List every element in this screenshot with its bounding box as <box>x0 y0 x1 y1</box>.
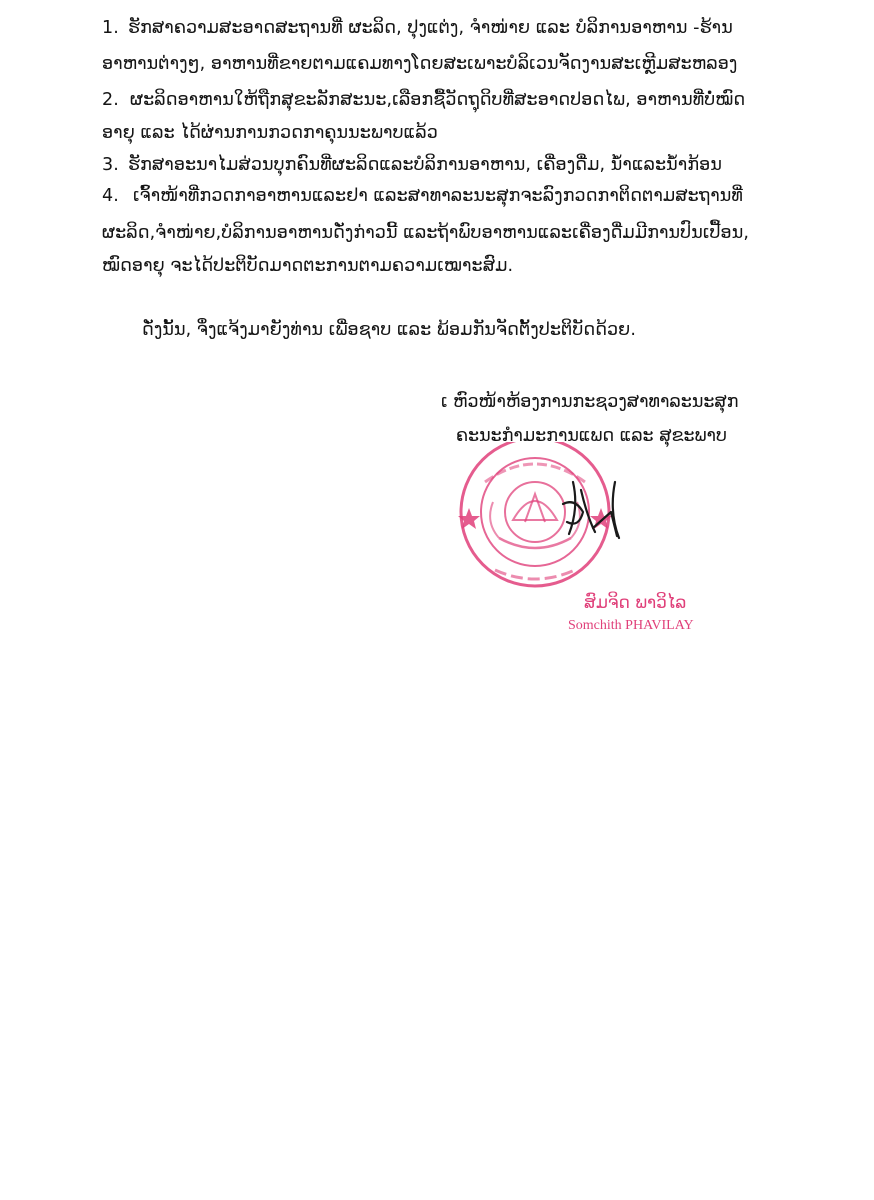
item-2-text-line-1: ຜະລິດອາຫານໃຫ້ຖືກສຸຂະລັກສະນະ,ເລືອກຊື້ວັດຖຸດິບທີ່ສະອາດປອດໄພ, ອາຫານທີ່ບໍ່ໝົດ <box>130 90 746 110</box>
item-4-text-line-2: ຜະລິດ,ຈໍາໜ່າຍ,ບໍລິການອາຫານດັ່ງກ່າວນີ້ ແລະຖ້າພົບອາຫານແລະເຄື່ອງດື່ມມີການປົນເປື້ອນ, <box>102 223 750 243</box>
item-4-text-line-1: ເຈົ້າໜ້າທີ່ກວດກາອາຫານແລະຢາ ແລະສາທາລະນະສຸກຈະລົງກວດກາຕິດຕາມສະຖານທີ່ <box>133 186 743 206</box>
signature-title-line-1: ເ ຫົວໜ້າຫ້ອງການກະຊວງສາທາລະນະສຸກ <box>441 392 739 412</box>
item-3-number: 3. <box>102 155 119 175</box>
item-3-text-line-1: ຮັກສາອະນາໄມສ່ວນບຸກຄົນທີ່ຜະລິດແລະບໍລິການອາຫານ, ເຄື່ອງດື່ມ, ນໍ້າແລະນໍ້າກ້ອນ <box>128 155 722 175</box>
official-stamp-icon <box>455 442 655 600</box>
item-4-text-line-3: ໝົດອາຍຸ ຈະໄດ້ປະຕິບັດມາດຕະການຕາມຄວາມເໝາະສົມ. <box>102 256 514 276</box>
signer-name-lao: ສົມຈິດ ພາວິໄລ <box>584 593 687 613</box>
item-4-number: 4. <box>102 186 119 206</box>
closing-text: ດັ່ງນັ້ນ, ຈຶ່ງແຈ້ງມາຍັງທ່ານ ເພື່ອຊາບ ແລະ ພ້ອມກັນຈັດຕັ້ງປະຕິບັດດ້ວຍ. <box>142 320 636 340</box>
item-1-text-line-2: ອາຫານຕ່າງໆ, ອາຫານທີ່ຂາຍຕາມແຄມທາງໂດຍສະເພາະບໍລິເວນຈັດງານສະເຫຼີມສະຫລອງ <box>102 54 738 74</box>
signer-name-latin: Somchith PHAVILAY <box>568 618 694 633</box>
item-1-text-line-1: ຮັກສາຄວາມສະອາດສະຖານທີ່ ຜະລິດ, ປຸງແຕ່ງ, ຈໍາໜ່າຍ ແລະ ບໍລິການອາຫານ -ຮ້ານ <box>128 18 733 38</box>
item-2-text-line-2: ອາຍຸ ແລະ ໄດ້ຜ່ານການກວດກາຄຸນນະພາບແລ້ວ <box>102 123 438 143</box>
item-2-number: 2. <box>102 90 119 110</box>
item-1-number: 1. <box>102 18 119 38</box>
signature-title-line-2: ຄະນະກໍາມະການແພດ ແລະ ສຸຂະພາບ <box>456 426 727 446</box>
